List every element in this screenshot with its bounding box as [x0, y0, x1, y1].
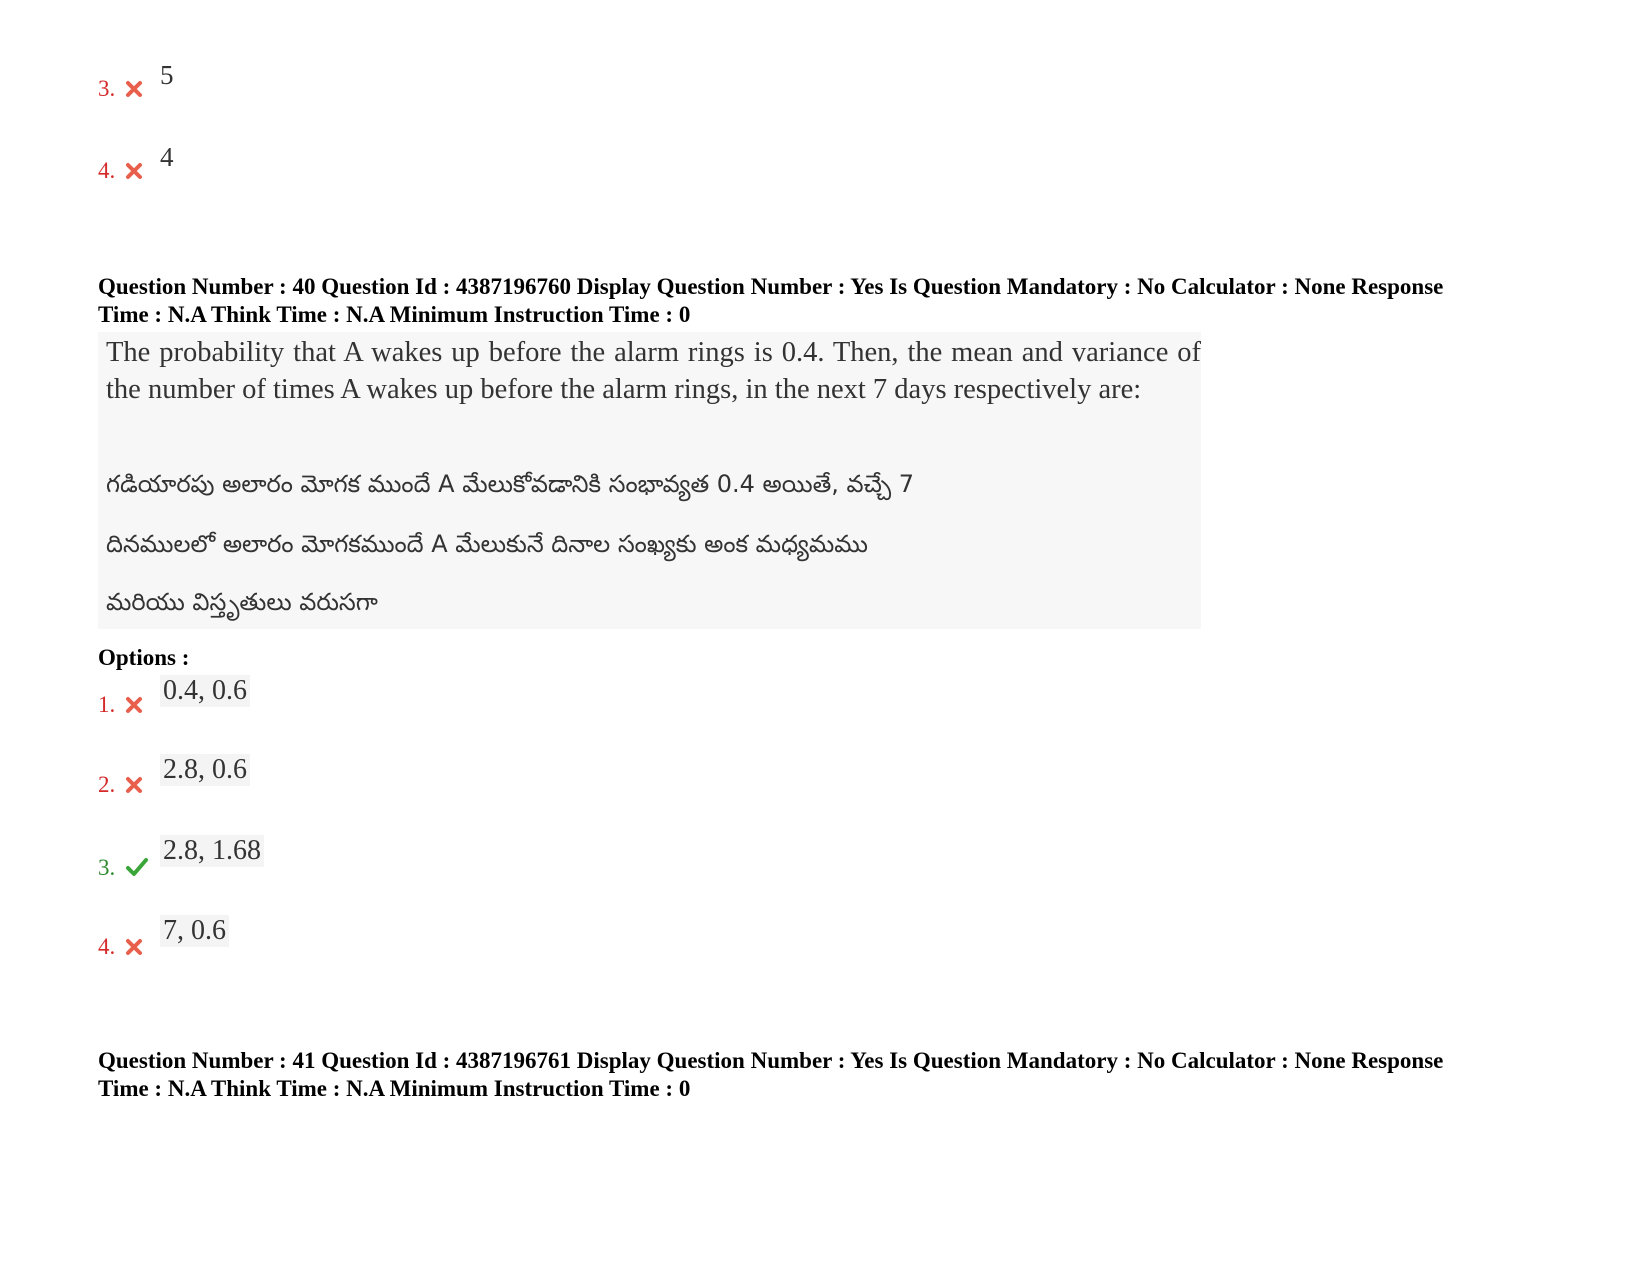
question-41-header	[98, 1047, 1578, 1103]
header-line-2: Time : N.A Think Time : N.A Minimum Instruction Time : 0	[98, 1076, 691, 1101]
option-number: 2.	[98, 772, 116, 797]
option-value: 2.8, 0.6	[160, 754, 250, 786]
header-line-1: Question Number : 41 Question Id : 4387196761 Display Question Number : Yes Is Question Mandatory : No Calculator : None Response	[98, 1048, 1444, 1073]
check-icon	[125, 857, 149, 877]
option-value: 5	[160, 60, 174, 90]
option-value: 4	[160, 142, 174, 172]
header-line-1: Question Number : 40 Question Id : 4387196760 Display Question Number : Yes Is Question Mandatory : No Calculator : None Response	[98, 274, 1444, 299]
cross-icon	[125, 162, 143, 180]
header-line-2: Time : N.A Think Time : N.A Minimum Instruction Time : 0	[98, 302, 691, 327]
question-telugu-line-2: దినములలో అలారం మోగకముందే A మేలుకునే దినాల సంఖ్యకు అంక మధ్యమము	[106, 530, 868, 558]
cross-icon	[125, 696, 143, 714]
option-number: 3.	[98, 855, 116, 880]
cross-icon	[125, 80, 143, 98]
question-telugu-line-1: గడియారపు అలారం మోగక ముందే A మేలుకోవడానికి సంభావ్యత 0.4 అయితే, వచ్చే 7	[106, 470, 915, 498]
option-number: 1.	[98, 692, 116, 717]
option-value: 0.4, 0.6	[160, 675, 250, 707]
option-number: 4.	[98, 934, 116, 959]
question-40-header	[98, 273, 1578, 329]
options-label: Options :	[98, 645, 190, 670]
question-english-text: The probability that A wakes up before the alarm rings is 0.4. Then, the mean and variance of the number of times A wakes up before the alarm rings, in the next 7 days respectively are:	[106, 337, 1201, 405]
option-number: 4.	[98, 158, 116, 183]
option-number: 3.	[98, 76, 116, 101]
option-value: 2.8, 1.68	[160, 835, 264, 867]
cross-icon	[125, 776, 143, 794]
option-value: 7, 0.6	[160, 915, 229, 947]
question-40-text-block	[98, 332, 1201, 629]
question-telugu-line-3: మరియు విస్తృతులు వరుసగా	[106, 588, 378, 616]
cross-icon	[125, 938, 143, 956]
